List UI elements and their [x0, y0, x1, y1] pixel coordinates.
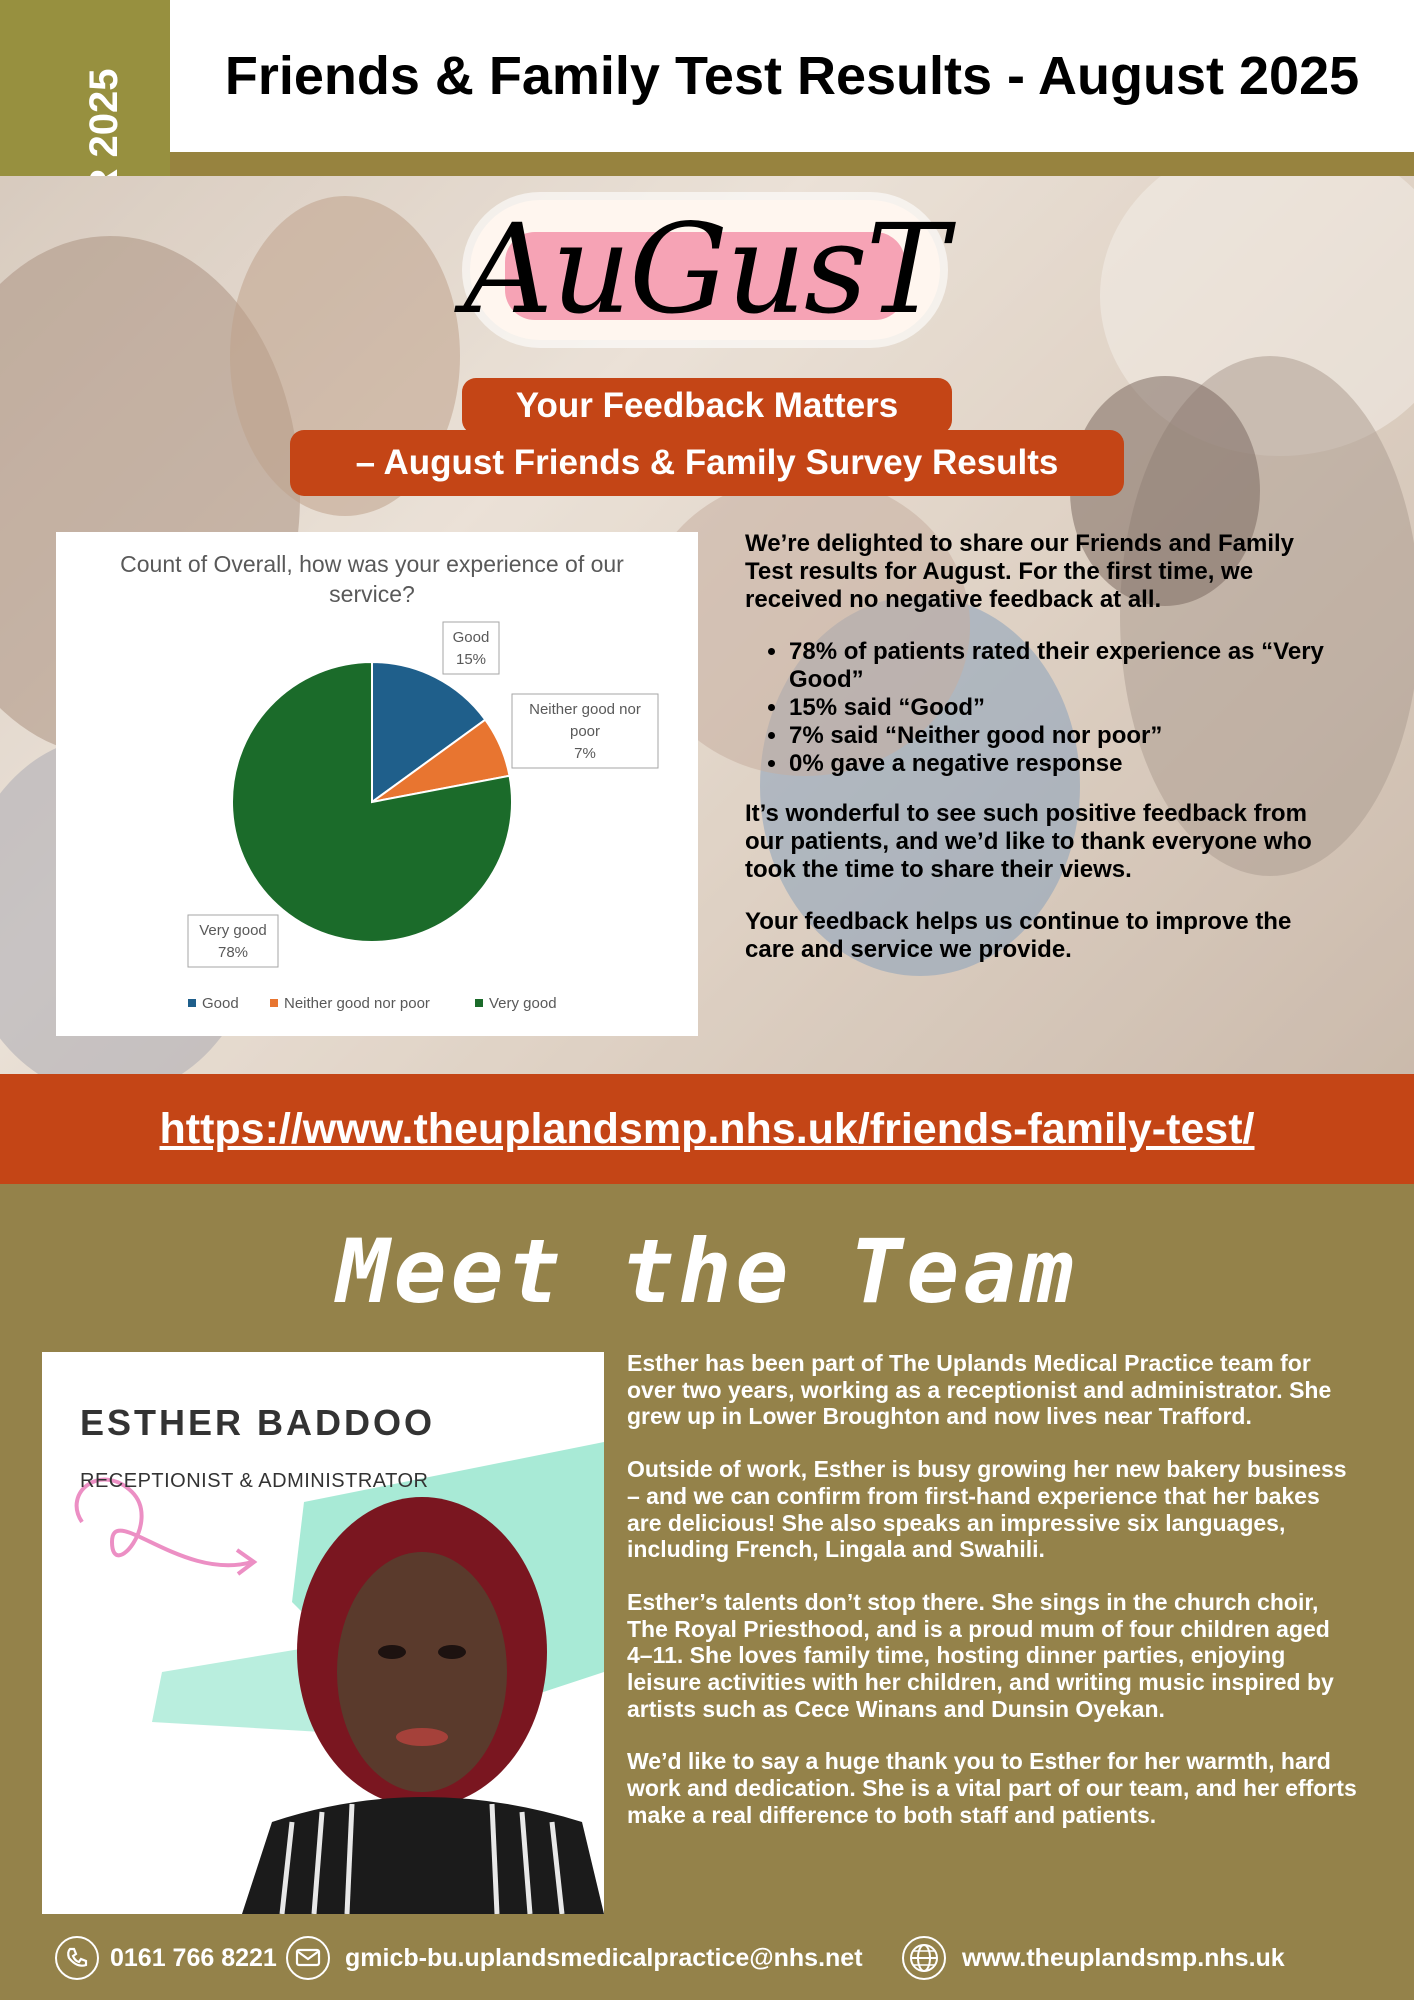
results-pie-chart [56, 532, 698, 1036]
legend-label: Good [202, 995, 239, 1012]
legend-swatch [270, 999, 278, 1007]
data-label: 15% [455, 651, 487, 668]
phone-icon [55, 1936, 99, 1980]
data-label: Very good [199, 922, 267, 939]
legend-label: Very good [489, 995, 557, 1012]
staff-name: ESTHER BADDOO [80, 1402, 436, 1443]
bio-paragraph: Outside of work, Esther is busy growing her new bakery business – and we can confirm from first-hand experience that her bakes are delicious! She also speaks an impressive six languages, including French, Lingala and Swahili. [627, 1456, 1347, 1563]
bio-paragraph: Esther has been part of The Uplands Medical Practice team for over two years, working as a receptionist and administrator. She grew up in Lower Broughton and now lives near Trafford. [627, 1350, 1332, 1430]
website-address[interactable]: www.theuplandsmp.nhs.uk [962, 1944, 1285, 1972]
results-bullet: • 15% said “Good” [789, 694, 1345, 722]
globe-icon [902, 1936, 946, 1980]
results-intro: We’re delighted to share our Friends and Family Test results for August. For the first time, we received no negative feedback at all. [745, 530, 1294, 613]
data-label: poor [569, 723, 601, 740]
month-word: AuGusT [463, 198, 947, 342]
friends-family-test-link[interactable]: https://www.theuplandsmp.nhs.uk/friends-family-test/ [159, 1104, 1255, 1153]
bio-paragraph: Esther’s talents don’t stop there. She sings in the church choir, The Royal Priesthood, and is a proud mum of four children aged 4–11. She loves family time, hosting dinner parties, enjoying leisure activities with her children, and writing music inspired by artists such as Cece Winans and Dunsin Oyekan. [627, 1588, 1334, 1722]
data-label: 7% [574, 745, 596, 762]
chart-title-line-2: service? [329, 581, 415, 607]
results-summary [745, 530, 1345, 988]
data-label: 78% [217, 944, 249, 961]
email-address[interactable]: gmicb-bu.uplandsmedicalpractice@nhs.net [345, 1944, 863, 1972]
team-heading: Meet the Team [336, 1220, 1078, 1323]
legend-label: Neither good nor poor [284, 995, 430, 1012]
portrait-clothing [242, 1797, 604, 1914]
page-title: Friends & Family Test Results - August 2025 [224, 46, 1360, 106]
data-label: Neither good nor [529, 701, 641, 718]
feedback-heading: Your Feedback Matters [462, 378, 952, 434]
envelope-icon [286, 1936, 330, 1980]
results-list [745, 638, 1345, 778]
link-banner [0, 1074, 1414, 1184]
staff-bio [627, 1350, 1357, 1829]
portrait-face [337, 1552, 507, 1792]
results-bullet: • 7% said “Neither good nor poor” [789, 722, 1345, 750]
results-closing: Your feedback helps us continue to improve the care and service we provide. [745, 908, 1292, 963]
legend-swatch [188, 999, 196, 1007]
feedback-subheading: – August Friends & Family Survey Results [290, 430, 1124, 496]
bio-paragraph: We’d like to say a huge thank you to Esther for her warmth, hard work and dedication. She is a vital part of our team, and her efforts make a real difference to both staff and patients. [627, 1748, 1357, 1828]
results-thanks: It’s wonderful to see such positive feedback from our patients, and we’d like to thank everyone who took the time to share their views. [745, 800, 1312, 883]
legend-swatch [475, 999, 483, 1007]
data-label: Good [452, 629, 490, 646]
results-bullet: • 0% gave a negative response [789, 750, 1345, 778]
staff-role: RECEPTIONIST & ADMINISTRATOR [80, 1470, 429, 1492]
phone-number[interactable]: 0161 766 8221 [110, 1944, 277, 1972]
chart-title-line-1: Count of Overall, how was your experience of our [120, 551, 624, 577]
header-divider [170, 152, 1414, 176]
results-bullet: • 78% of patients rated their experience as “Very Good” [789, 638, 1345, 694]
